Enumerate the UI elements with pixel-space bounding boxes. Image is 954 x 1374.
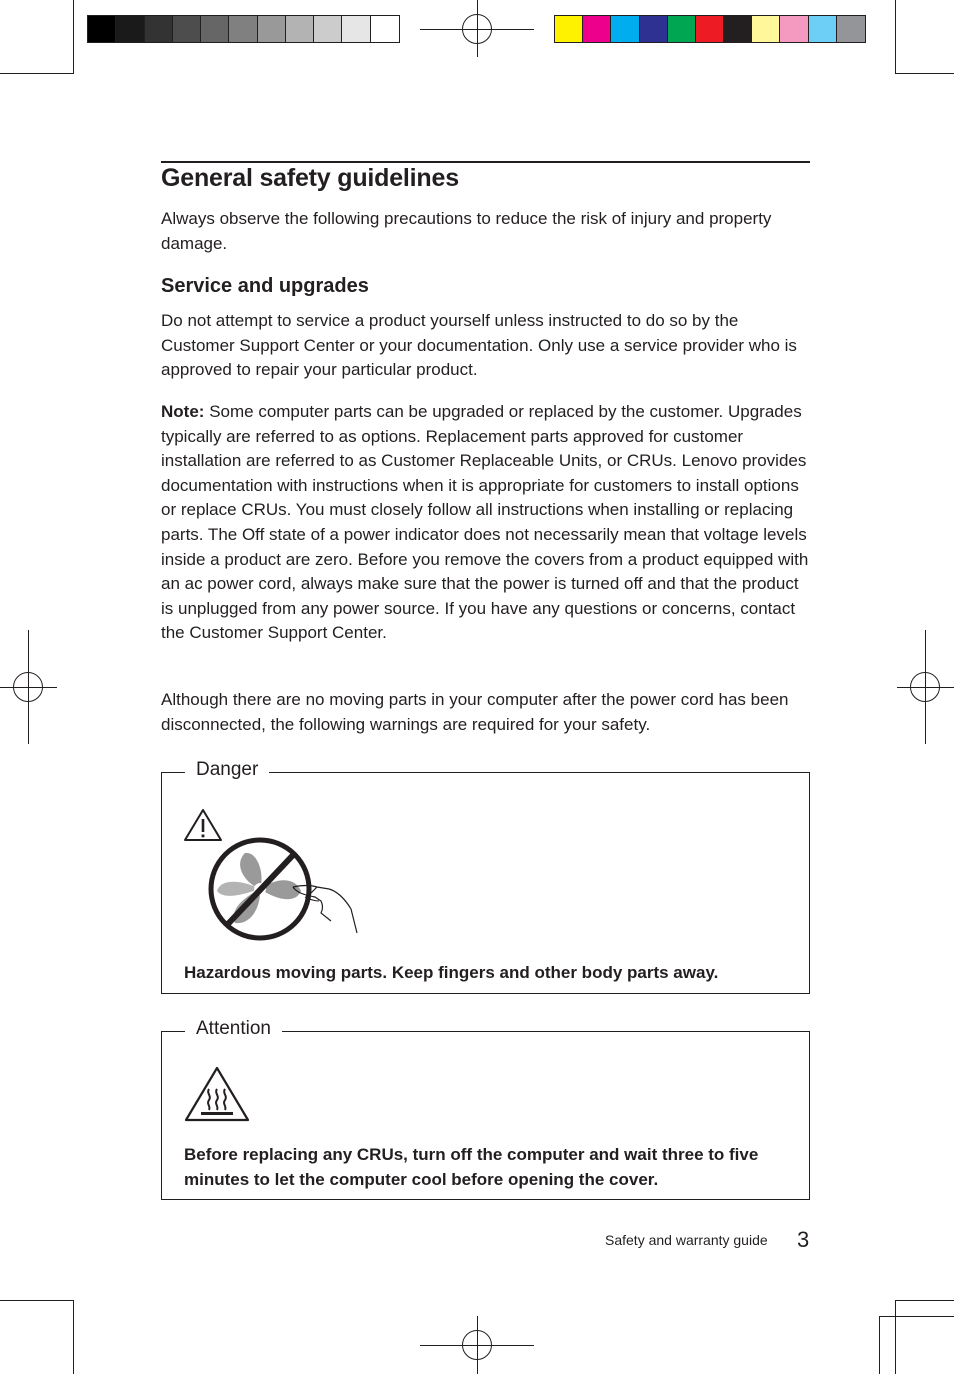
color-swatch [724, 16, 752, 42]
color-swatch [780, 16, 808, 42]
section-heading: Service and upgrades [161, 275, 369, 297]
color-swatch [668, 16, 696, 42]
note-text: Some computer parts can be upgraded or replaced by the customer. Upgrades typically are referred to as options. Replacement parts approved for customer installation are referred to as Customer Replaceable Units, or CRUs. Lenovo provides documentation with instructions when it is appropriate for customers to install options or replace CRUs. You must closely follow all instructions when installing or replacing parts. The Off state of a power indicator does not necessarily mean that voltage levels inside a product are zero. Before you remove the covers from a product equipped with an ac power cord, always make sure that the power is turned off and that the product is unplugged from any power source. If you have any questions or concerns, contact the Customer Support Center. [161, 402, 809, 643]
danger-box [161, 759, 810, 994]
page-title: General safety guidelines [161, 164, 459, 192]
hot-surface-icon [183, 1065, 251, 1123]
note-label: Note: [161, 402, 205, 421]
gray-swatch [342, 16, 370, 42]
attention-box-title: Attention [185, 1018, 282, 1040]
page-number: 3 [797, 1227, 810, 1252]
intro-paragraph: Always observe the following precautions to reduce the risk of injury and property damage. [161, 209, 772, 253]
color-swatch [696, 16, 724, 42]
color-swatch [555, 16, 583, 42]
gray-swatch [145, 16, 173, 42]
title-rule [161, 161, 810, 163]
danger-box-title: Danger [185, 759, 269, 781]
attention-message: Before replacing any CRUs, turn off the computer and wait three to five minutes to let the computer cool before opening the cover. [184, 1145, 759, 1189]
gray-swatch [88, 16, 116, 42]
gray-swatch [371, 16, 399, 42]
gray-swatch [201, 16, 229, 42]
color-swatch [752, 16, 780, 42]
service-paragraph: Do not attempt to service a product yourself unless instructed to do so by the Customer Support Center or your documentation. Only use a service provider who is approved to repair your particular product. [161, 311, 797, 380]
footer-label: Safety and warranty guide [605, 1232, 768, 1248]
attention-box [161, 1018, 810, 1200]
grayscale-calibration-bar [87, 15, 400, 43]
gray-swatch [286, 16, 314, 42]
gray-swatch [173, 16, 201, 42]
note-paragraph [161, 400, 813, 646]
color-swatch [809, 16, 837, 42]
gray-swatch [229, 16, 257, 42]
color-swatch [583, 16, 611, 42]
color-swatch [837, 16, 865, 42]
gray-swatch [258, 16, 286, 42]
color-calibration-bar [554, 15, 866, 43]
gray-swatch [116, 16, 144, 42]
danger-message: Hazardous moving parts. Keep fingers and other body parts away. [184, 963, 719, 982]
warning-intro-paragraph: Although there are no moving parts in your computer after the power cord has been disconnected, the following warnings are required for your safety. [161, 690, 789, 734]
color-swatch [611, 16, 639, 42]
no-fingers-fan-icon [205, 835, 365, 945]
color-swatch [640, 16, 668, 42]
gray-swatch [314, 16, 342, 42]
